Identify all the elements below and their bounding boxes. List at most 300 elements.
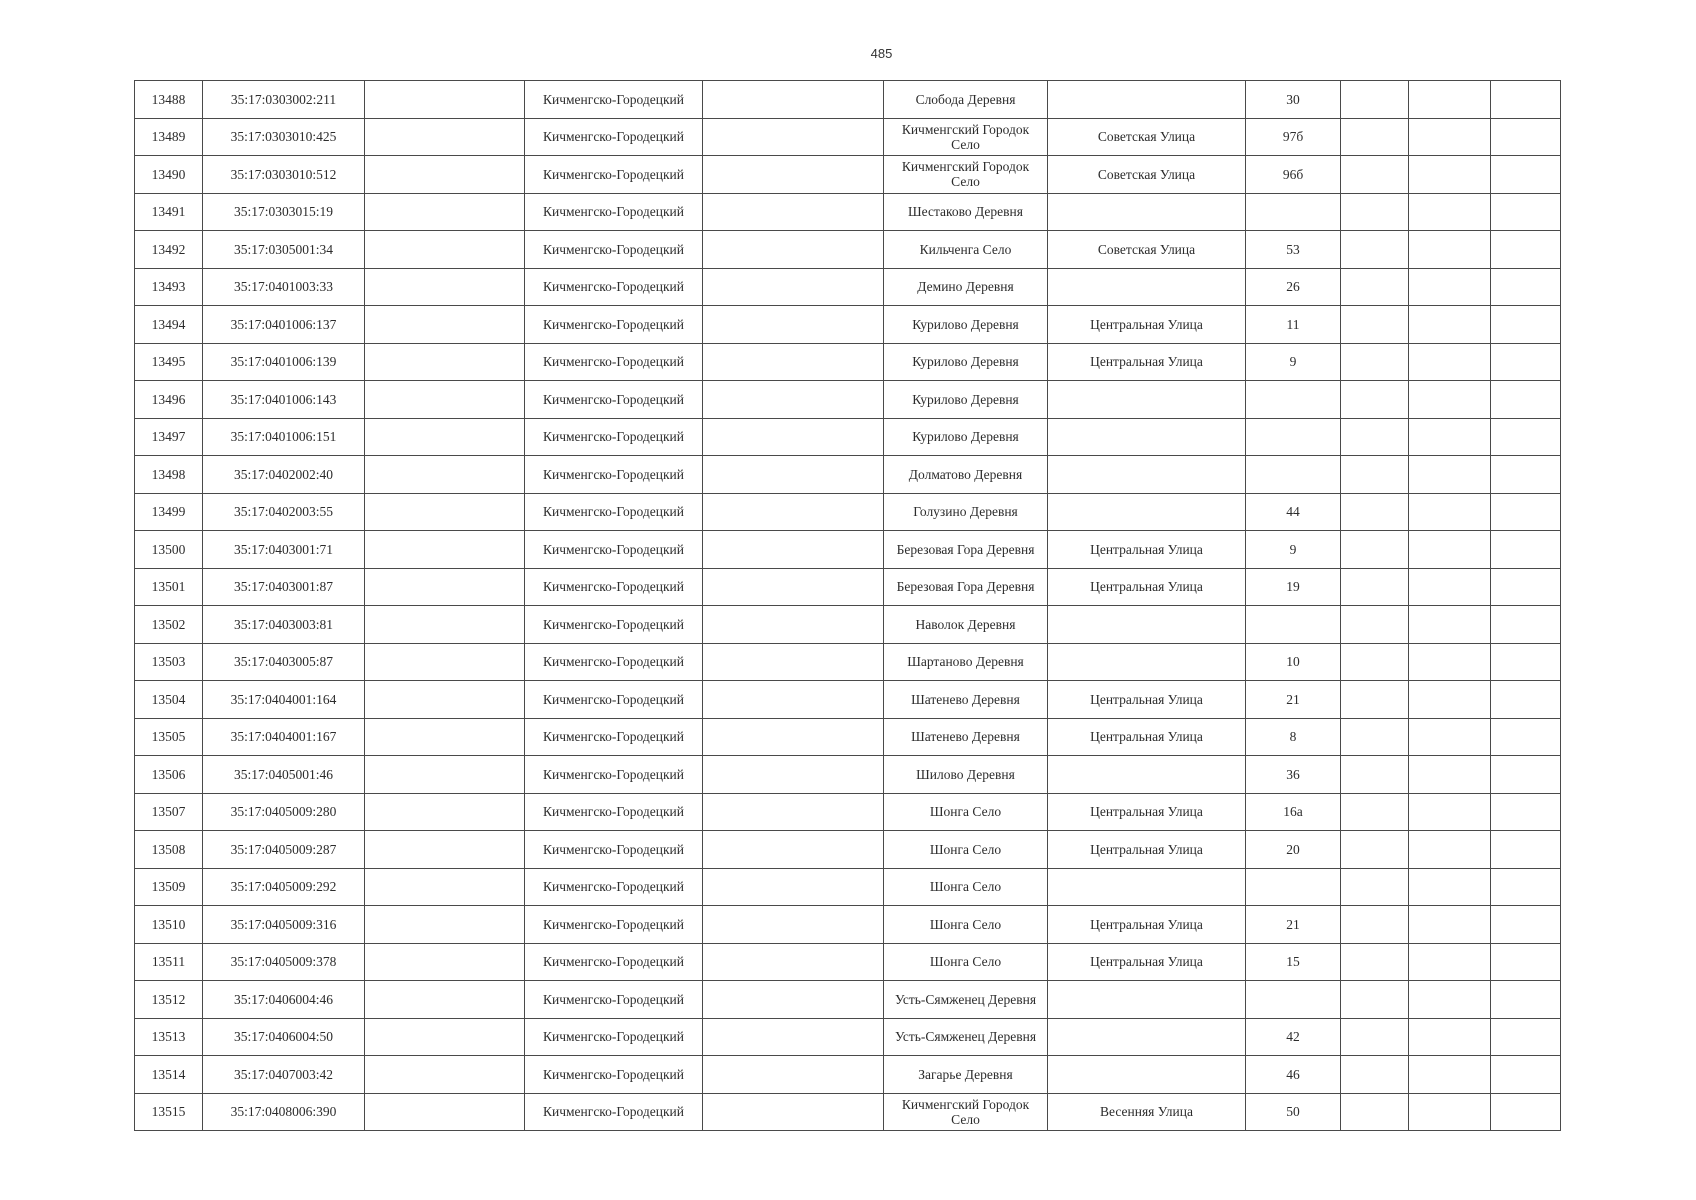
cell-locality: Кичменгский Городок Село — [884, 1093, 1048, 1131]
table-row — [135, 868, 1561, 906]
cell-cadastral-number: 35:17:0408006:390 — [203, 1093, 365, 1131]
cell-empty-9 — [1341, 793, 1409, 831]
cell-empty-10 — [1409, 793, 1491, 831]
cell-empty-10 — [1409, 1018, 1491, 1056]
cell-house-number: 44 — [1246, 493, 1341, 531]
cell-empty-10 — [1409, 456, 1491, 494]
cell-empty-5 — [703, 343, 884, 381]
cell-empty-5 — [703, 943, 884, 981]
cell-empty-9 — [1341, 868, 1409, 906]
cell-district: Кичменгско-Городецкий — [525, 868, 703, 906]
cell-empty-10 — [1409, 418, 1491, 456]
cell-district: Кичменгско-Городецкий — [525, 231, 703, 269]
cell-cadastral-number: 35:17:0404001:167 — [203, 718, 365, 756]
cell-street — [1048, 981, 1246, 1019]
cell-street — [1048, 643, 1246, 681]
cell-cadastral-number: 35:17:0405009:378 — [203, 943, 365, 981]
cell-empty-9 — [1341, 531, 1409, 569]
cell-empty-9 — [1341, 568, 1409, 606]
cell-empty-11 — [1491, 756, 1561, 794]
cell-record-number: 13496 — [135, 381, 203, 419]
cell-empty-5 — [703, 531, 884, 569]
cell-empty-9 — [1341, 381, 1409, 419]
cell-empty-3 — [365, 1018, 525, 1056]
cell-district: Кичменгско-Городецкий — [525, 493, 703, 531]
cell-empty-9 — [1341, 1093, 1409, 1131]
cell-district: Кичменгско-Городецкий — [525, 118, 703, 156]
cell-street — [1048, 756, 1246, 794]
cell-empty-11 — [1491, 906, 1561, 944]
cell-record-number: 13499 — [135, 493, 203, 531]
cell-record-number: 13493 — [135, 268, 203, 306]
cell-street — [1048, 81, 1246, 119]
cell-empty-9 — [1341, 156, 1409, 194]
cell-empty-5 — [703, 381, 884, 419]
cell-record-number: 13488 — [135, 81, 203, 119]
table-row — [135, 643, 1561, 681]
cell-empty-10 — [1409, 831, 1491, 869]
cell-street: Центральная Улица — [1048, 906, 1246, 944]
cell-empty-5 — [703, 193, 884, 231]
cell-street — [1048, 1056, 1246, 1094]
cell-cadastral-number: 35:17:0402003:55 — [203, 493, 365, 531]
cell-house-number: 46 — [1246, 1056, 1341, 1094]
cell-street — [1048, 268, 1246, 306]
table-row — [135, 193, 1561, 231]
cell-house-number — [1246, 868, 1341, 906]
cell-cadastral-number: 35:17:0403001:71 — [203, 531, 365, 569]
cell-empty-3 — [365, 118, 525, 156]
cell-district: Кичменгско-Городецкий — [525, 1056, 703, 1094]
table-row — [135, 1056, 1561, 1094]
cell-street — [1048, 193, 1246, 231]
table-row — [135, 456, 1561, 494]
table-row — [135, 306, 1561, 344]
cell-district: Кичменгско-Городецкий — [525, 456, 703, 494]
cell-cadastral-number: 35:17:0404001:164 — [203, 681, 365, 719]
cell-empty-9 — [1341, 268, 1409, 306]
cell-locality: Шатенево Деревня — [884, 718, 1048, 756]
cell-district: Кичменгско-Городецкий — [525, 906, 703, 944]
cell-cadastral-number: 35:17:0403003:81 — [203, 606, 365, 644]
cell-house-number: 21 — [1246, 906, 1341, 944]
cell-empty-11 — [1491, 643, 1561, 681]
cell-empty-3 — [365, 1056, 525, 1094]
table-row — [135, 831, 1561, 869]
cell-street — [1048, 606, 1246, 644]
cell-cadastral-number: 35:17:0305001:34 — [203, 231, 365, 269]
cell-house-number: 9 — [1246, 343, 1341, 381]
cell-house-number: 42 — [1246, 1018, 1341, 1056]
cell-empty-10 — [1409, 868, 1491, 906]
cell-house-number: 21 — [1246, 681, 1341, 719]
cell-cadastral-number: 35:17:0405009:280 — [203, 793, 365, 831]
cell-empty-10 — [1409, 906, 1491, 944]
cell-district: Кичменгско-Городецкий — [525, 268, 703, 306]
cell-empty-11 — [1491, 793, 1561, 831]
cell-empty-9 — [1341, 718, 1409, 756]
table-row — [135, 568, 1561, 606]
cell-empty-10 — [1409, 568, 1491, 606]
cell-empty-5 — [703, 118, 884, 156]
cell-record-number: 13498 — [135, 456, 203, 494]
cell-empty-3 — [365, 193, 525, 231]
cell-empty-11 — [1491, 868, 1561, 906]
table-row — [135, 418, 1561, 456]
cell-empty-9 — [1341, 981, 1409, 1019]
cell-empty-5 — [703, 418, 884, 456]
cell-empty-3 — [365, 531, 525, 569]
cell-empty-9 — [1341, 343, 1409, 381]
cell-record-number: 13512 — [135, 981, 203, 1019]
cell-empty-11 — [1491, 568, 1561, 606]
cell-district: Кичменгско-Городецкий — [525, 943, 703, 981]
table-row — [135, 718, 1561, 756]
cell-district: Кичменгско-Городецкий — [525, 418, 703, 456]
cell-empty-10 — [1409, 718, 1491, 756]
cell-empty-11 — [1491, 268, 1561, 306]
cell-district: Кичменгско-Городецкий — [525, 643, 703, 681]
cell-empty-10 — [1409, 268, 1491, 306]
cell-empty-3 — [365, 681, 525, 719]
cell-empty-5 — [703, 156, 884, 194]
cell-empty-5 — [703, 831, 884, 869]
cell-empty-9 — [1341, 493, 1409, 531]
cell-street: Центральная Улица — [1048, 681, 1246, 719]
cell-locality: Загарье Деревня — [884, 1056, 1048, 1094]
cell-district: Кичменгско-Городецкий — [525, 531, 703, 569]
cell-empty-10 — [1409, 606, 1491, 644]
cell-house-number: 8 — [1246, 718, 1341, 756]
cell-street — [1048, 1018, 1246, 1056]
cell-locality: Березовая Гора Деревня — [884, 531, 1048, 569]
cell-record-number: 13515 — [135, 1093, 203, 1131]
table-row — [135, 906, 1561, 944]
cell-record-number: 13501 — [135, 568, 203, 606]
cell-cadastral-number: 35:17:0403001:87 — [203, 568, 365, 606]
cell-house-number: 20 — [1246, 831, 1341, 869]
cell-empty-11 — [1491, 493, 1561, 531]
cell-empty-3 — [365, 643, 525, 681]
cell-cadastral-number: 35:17:0401006:151 — [203, 418, 365, 456]
cell-house-number: 50 — [1246, 1093, 1341, 1131]
cell-locality: Шонга Село — [884, 868, 1048, 906]
cell-street: Центральная Улица — [1048, 718, 1246, 756]
table-row — [135, 268, 1561, 306]
cell-empty-11 — [1491, 306, 1561, 344]
cell-cadastral-number: 35:17:0403005:87 — [203, 643, 365, 681]
cell-locality: Курилово Деревня — [884, 381, 1048, 419]
cell-record-number: 13507 — [135, 793, 203, 831]
cell-empty-10 — [1409, 231, 1491, 269]
table-row — [135, 756, 1561, 794]
cell-district: Кичменгско-Городецкий — [525, 756, 703, 794]
cell-empty-3 — [365, 756, 525, 794]
cell-empty-5 — [703, 1056, 884, 1094]
cell-locality: Курилово Деревня — [884, 343, 1048, 381]
cell-locality: Демино Деревня — [884, 268, 1048, 306]
cell-empty-9 — [1341, 193, 1409, 231]
cell-street — [1048, 381, 1246, 419]
cell-empty-9 — [1341, 1056, 1409, 1094]
cell-cadastral-number: 35:17:0401006:143 — [203, 381, 365, 419]
cell-empty-11 — [1491, 1093, 1561, 1131]
cell-empty-5 — [703, 606, 884, 644]
cell-empty-10 — [1409, 643, 1491, 681]
cell-house-number: 53 — [1246, 231, 1341, 269]
cell-locality: Кильченга Село — [884, 231, 1048, 269]
cell-empty-5 — [703, 906, 884, 944]
registry-table-body — [135, 81, 1561, 1131]
cell-empty-5 — [703, 718, 884, 756]
cell-empty-3 — [365, 606, 525, 644]
cell-empty-9 — [1341, 643, 1409, 681]
cell-record-number: 13504 — [135, 681, 203, 719]
cell-empty-5 — [703, 643, 884, 681]
cell-empty-3 — [365, 268, 525, 306]
cell-empty-5 — [703, 756, 884, 794]
cell-locality: Долматово Деревня — [884, 456, 1048, 494]
cell-empty-9 — [1341, 756, 1409, 794]
cell-district: Кичменгско-Городецкий — [525, 381, 703, 419]
cell-empty-9 — [1341, 231, 1409, 269]
cell-locality: Кичменгский Городок Село — [884, 118, 1048, 156]
cell-record-number: 13500 — [135, 531, 203, 569]
cell-record-number: 13506 — [135, 756, 203, 794]
cell-empty-10 — [1409, 306, 1491, 344]
cell-empty-5 — [703, 868, 884, 906]
cell-locality: Шилово Деревня — [884, 756, 1048, 794]
cell-record-number: 13503 — [135, 643, 203, 681]
cell-empty-10 — [1409, 981, 1491, 1019]
table-row — [135, 606, 1561, 644]
cell-district: Кичменгско-Городецкий — [525, 306, 703, 344]
cell-street: Центральная Улица — [1048, 943, 1246, 981]
table-row — [135, 1018, 1561, 1056]
cell-empty-3 — [365, 1093, 525, 1131]
cell-empty-5 — [703, 568, 884, 606]
cell-record-number: 13511 — [135, 943, 203, 981]
cell-cadastral-number: 35:17:0406004:50 — [203, 1018, 365, 1056]
cell-house-number — [1246, 193, 1341, 231]
cell-house-number: 30 — [1246, 81, 1341, 119]
cell-empty-11 — [1491, 81, 1561, 119]
table-row — [135, 531, 1561, 569]
cell-cadastral-number: 35:17:0405001:46 — [203, 756, 365, 794]
cell-record-number: 13513 — [135, 1018, 203, 1056]
cell-locality: Шонга Село — [884, 943, 1048, 981]
cell-cadastral-number: 35:17:0406004:46 — [203, 981, 365, 1019]
cell-street — [1048, 868, 1246, 906]
cell-record-number: 13502 — [135, 606, 203, 644]
cell-locality: Шонга Село — [884, 831, 1048, 869]
table-row — [135, 81, 1561, 119]
cell-empty-11 — [1491, 418, 1561, 456]
cell-record-number: 13508 — [135, 831, 203, 869]
cell-empty-5 — [703, 1018, 884, 1056]
cell-empty-3 — [365, 456, 525, 494]
cell-cadastral-number: 35:17:0401006:139 — [203, 343, 365, 381]
cell-cadastral-number: 35:17:0401003:33 — [203, 268, 365, 306]
cell-district: Кичменгско-Городецкий — [525, 81, 703, 119]
cell-house-number: 10 — [1246, 643, 1341, 681]
cell-empty-3 — [365, 343, 525, 381]
cell-house-number — [1246, 418, 1341, 456]
cell-empty-11 — [1491, 531, 1561, 569]
cell-empty-3 — [365, 793, 525, 831]
cell-empty-3 — [365, 981, 525, 1019]
cell-empty-5 — [703, 1093, 884, 1131]
cell-street: Центральная Улица — [1048, 306, 1246, 344]
cell-cadastral-number: 35:17:0303015:19 — [203, 193, 365, 231]
cell-locality: Курилово Деревня — [884, 418, 1048, 456]
cell-house-number: 97б — [1246, 118, 1341, 156]
cell-locality: Наволок Деревня — [884, 606, 1048, 644]
cell-locality: Шестаково Деревня — [884, 193, 1048, 231]
table-row — [135, 156, 1561, 194]
cell-district: Кичменгско-Городецкий — [525, 343, 703, 381]
cell-district: Кичменгско-Городецкий — [525, 156, 703, 194]
table-row — [135, 343, 1561, 381]
cell-locality: Кичменгский Городок Село — [884, 156, 1048, 194]
cell-empty-3 — [365, 718, 525, 756]
cell-record-number: 13497 — [135, 418, 203, 456]
cell-locality: Березовая Гора Деревня — [884, 568, 1048, 606]
cell-empty-10 — [1409, 1093, 1491, 1131]
cell-cadastral-number: 35:17:0405009:316 — [203, 906, 365, 944]
cell-empty-10 — [1409, 156, 1491, 194]
cell-empty-11 — [1491, 718, 1561, 756]
cell-district: Кичменгско-Городецкий — [525, 981, 703, 1019]
cell-empty-11 — [1491, 681, 1561, 719]
cell-empty-9 — [1341, 1018, 1409, 1056]
cell-empty-3 — [365, 493, 525, 531]
cell-empty-5 — [703, 493, 884, 531]
cell-empty-11 — [1491, 381, 1561, 419]
cell-house-number — [1246, 456, 1341, 494]
cell-street: Центральная Улица — [1048, 568, 1246, 606]
cell-house-number — [1246, 981, 1341, 1019]
table-row — [135, 381, 1561, 419]
cell-empty-3 — [365, 868, 525, 906]
cell-empty-3 — [365, 381, 525, 419]
cell-empty-10 — [1409, 343, 1491, 381]
cell-empty-11 — [1491, 831, 1561, 869]
cell-street: Советская Улица — [1048, 231, 1246, 269]
cell-empty-3 — [365, 306, 525, 344]
cell-empty-11 — [1491, 943, 1561, 981]
cell-locality: Голузино Деревня — [884, 493, 1048, 531]
cell-empty-11 — [1491, 1056, 1561, 1094]
cell-empty-11 — [1491, 343, 1561, 381]
cell-empty-9 — [1341, 906, 1409, 944]
cell-empty-9 — [1341, 418, 1409, 456]
page-number: 485 — [870, 46, 893, 61]
cell-locality: Шартаново Деревня — [884, 643, 1048, 681]
cell-cadastral-number: 35:17:0303010:425 — [203, 118, 365, 156]
cell-record-number: 13509 — [135, 868, 203, 906]
cell-record-number: 13510 — [135, 906, 203, 944]
cell-empty-9 — [1341, 306, 1409, 344]
cell-empty-10 — [1409, 381, 1491, 419]
cell-locality: Усть-Сямженец Деревня — [884, 1018, 1048, 1056]
cell-cadastral-number: 35:17:0402002:40 — [203, 456, 365, 494]
cell-house-number: 9 — [1246, 531, 1341, 569]
cell-record-number: 13494 — [135, 306, 203, 344]
cell-house-number: 11 — [1246, 306, 1341, 344]
cell-empty-9 — [1341, 831, 1409, 869]
cell-district: Кичменгско-Городецкий — [525, 681, 703, 719]
cell-house-number — [1246, 606, 1341, 644]
cell-empty-10 — [1409, 681, 1491, 719]
cell-house-number: 16а — [1246, 793, 1341, 831]
cell-empty-3 — [365, 906, 525, 944]
cell-locality: Шонга Село — [884, 906, 1048, 944]
cell-empty-10 — [1409, 81, 1491, 119]
cell-house-number: 19 — [1246, 568, 1341, 606]
cell-empty-3 — [365, 418, 525, 456]
cell-empty-10 — [1409, 118, 1491, 156]
cell-empty-11 — [1491, 981, 1561, 1019]
table-row — [135, 231, 1561, 269]
cell-district: Кичменгско-Городецкий — [525, 606, 703, 644]
cell-district: Кичменгско-Городецкий — [525, 793, 703, 831]
cell-empty-11 — [1491, 156, 1561, 194]
cell-empty-9 — [1341, 606, 1409, 644]
cell-street: Весенняя Улица — [1048, 1093, 1246, 1131]
cell-record-number: 13505 — [135, 718, 203, 756]
cell-district: Кичменгско-Городецкий — [525, 1018, 703, 1056]
cell-empty-9 — [1341, 681, 1409, 719]
cell-empty-3 — [365, 831, 525, 869]
cell-empty-10 — [1409, 943, 1491, 981]
cell-empty-11 — [1491, 118, 1561, 156]
cell-empty-10 — [1409, 193, 1491, 231]
cell-empty-10 — [1409, 1056, 1491, 1094]
cell-record-number: 13492 — [135, 231, 203, 269]
cell-record-number: 13491 — [135, 193, 203, 231]
cell-record-number: 13490 — [135, 156, 203, 194]
table-row — [135, 981, 1561, 1019]
cell-empty-11 — [1491, 231, 1561, 269]
cell-cadastral-number: 35:17:0303010:512 — [203, 156, 365, 194]
cell-empty-10 — [1409, 531, 1491, 569]
cell-empty-11 — [1491, 456, 1561, 494]
cell-empty-5 — [703, 981, 884, 1019]
cell-district: Кичменгско-Городецкий — [525, 193, 703, 231]
cell-empty-3 — [365, 156, 525, 194]
cell-empty-5 — [703, 306, 884, 344]
cell-empty-9 — [1341, 81, 1409, 119]
cell-cadastral-number: 35:17:0405009:287 — [203, 831, 365, 869]
cell-house-number: 96б — [1246, 156, 1341, 194]
cell-empty-3 — [365, 943, 525, 981]
cell-empty-5 — [703, 793, 884, 831]
cell-street: Советская Улица — [1048, 156, 1246, 194]
cell-empty-10 — [1409, 756, 1491, 794]
cell-cadastral-number: 35:17:0407003:42 — [203, 1056, 365, 1094]
cell-house-number — [1246, 381, 1341, 419]
cell-empty-5 — [703, 231, 884, 269]
cell-cadastral-number: 35:17:0405009:292 — [203, 868, 365, 906]
table-row — [135, 493, 1561, 531]
cell-record-number: 13495 — [135, 343, 203, 381]
cell-empty-5 — [703, 456, 884, 494]
cell-record-number: 13489 — [135, 118, 203, 156]
cell-empty-3 — [365, 568, 525, 606]
cell-district: Кичменгско-Городецкий — [525, 568, 703, 606]
cell-locality: Усть-Сямженец Деревня — [884, 981, 1048, 1019]
